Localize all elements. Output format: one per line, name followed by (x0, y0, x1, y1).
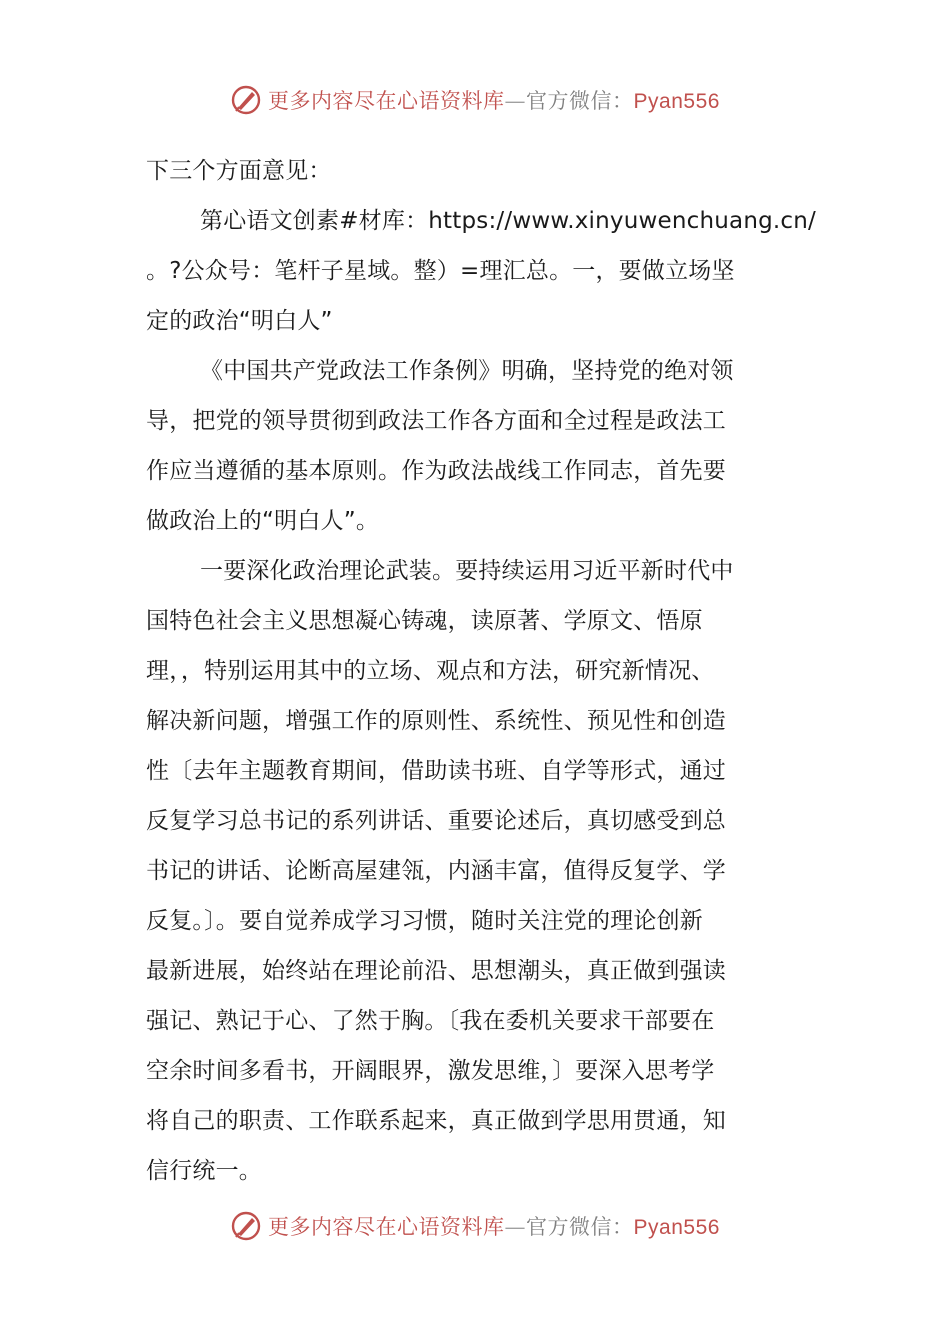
footer-account: Pyan556 (633, 1216, 720, 1239)
footer-brand: 更多内容尽在心语资料库 (268, 1215, 505, 1239)
body-line-21: 信行统一。 (146, 1158, 262, 1184)
body-line-9: 一要深化政治理论武装。要持续运用习近平新时代中 (200, 558, 734, 584)
header-wechat-label: 官方微信： (526, 89, 634, 113)
header-dash: — (504, 89, 527, 113)
body-line-1: 下三个方面意见： (146, 158, 332, 184)
quill-logo-icon (230, 84, 262, 116)
body-line-8: 做政治上的“明白人”。 (146, 508, 380, 534)
body-line-5: 《中国共产党政法工作条例》明确，坚持党的绝对领 (200, 358, 734, 384)
body-line-10: 国特色社会主义思想凝心铸魂，读原著、学原文、悟原 (146, 608, 703, 634)
body-line-3: 。?公众号：笔杆子星域。整）=理汇总。一，要做立场坚 (146, 258, 735, 284)
header-account: Pyan556 (633, 90, 720, 113)
body-line-16: 反复。〕。要自觉养成学习习惯，随时关注党的理论创新 (146, 908, 703, 934)
body-line-7: 作应当遵循的基本原则。作为政法战线工作同志，首先要 (146, 458, 726, 484)
header-banner (0, 84, 950, 116)
footer-wechat-label: 官方微信： (526, 1215, 634, 1239)
body-line-15: 书记的讲话、论断高屋建瓴，内涵丰富，值得反复学、学 (146, 858, 726, 884)
body-line-17: 最新进展，始终站在理论前沿、思想潮头，真正做到强读 (146, 958, 726, 984)
body-line-19: 空余时间多看书，开阔眼界，激发思维，〕要深入思考学 (146, 1058, 715, 1084)
document-body (146, 146, 817, 1196)
footer-banner (0, 1210, 950, 1242)
body-line-11: 理，，特别运用其中的立场、观点和方法，研究新情况、 (146, 658, 715, 684)
header-banner-text (268, 85, 720, 115)
body-line-2: 第心语文创素#材库：https://www.xinyuwenchuang.cn/ (200, 208, 817, 234)
body-line-13: 性〔去年主题教育期间，借助读书班、自学等形式，通过 (146, 758, 726, 784)
body-line-6: 导，把党的领导贯彻到政法工作各方面和全过程是政法工 (146, 408, 726, 434)
footer-dash: — (504, 1215, 527, 1239)
body-line-14: 反复学习总书记的系列讲话、重要论述后，真切感受到总 (146, 808, 726, 834)
quill-logo-icon (230, 1210, 262, 1242)
body-line-4: 定的政治“明白人” (146, 308, 333, 334)
body-line-12: 解决新问题，增强工作的原则性、系统性、预见性和创造 (146, 708, 726, 734)
header-brand: 更多内容尽在心语资料库 (268, 89, 505, 113)
footer-banner-text (268, 1211, 720, 1241)
body-line-20: 将自己的职责、工作联系起来，真正做到学思用贯通，知 (146, 1108, 726, 1134)
footer-banner-inner (230, 1210, 720, 1242)
body-line-18: 强记、熟记于心、了然于胸。〔我在委机关要求干部要在 (146, 1008, 715, 1034)
header-banner-inner (230, 84, 720, 116)
